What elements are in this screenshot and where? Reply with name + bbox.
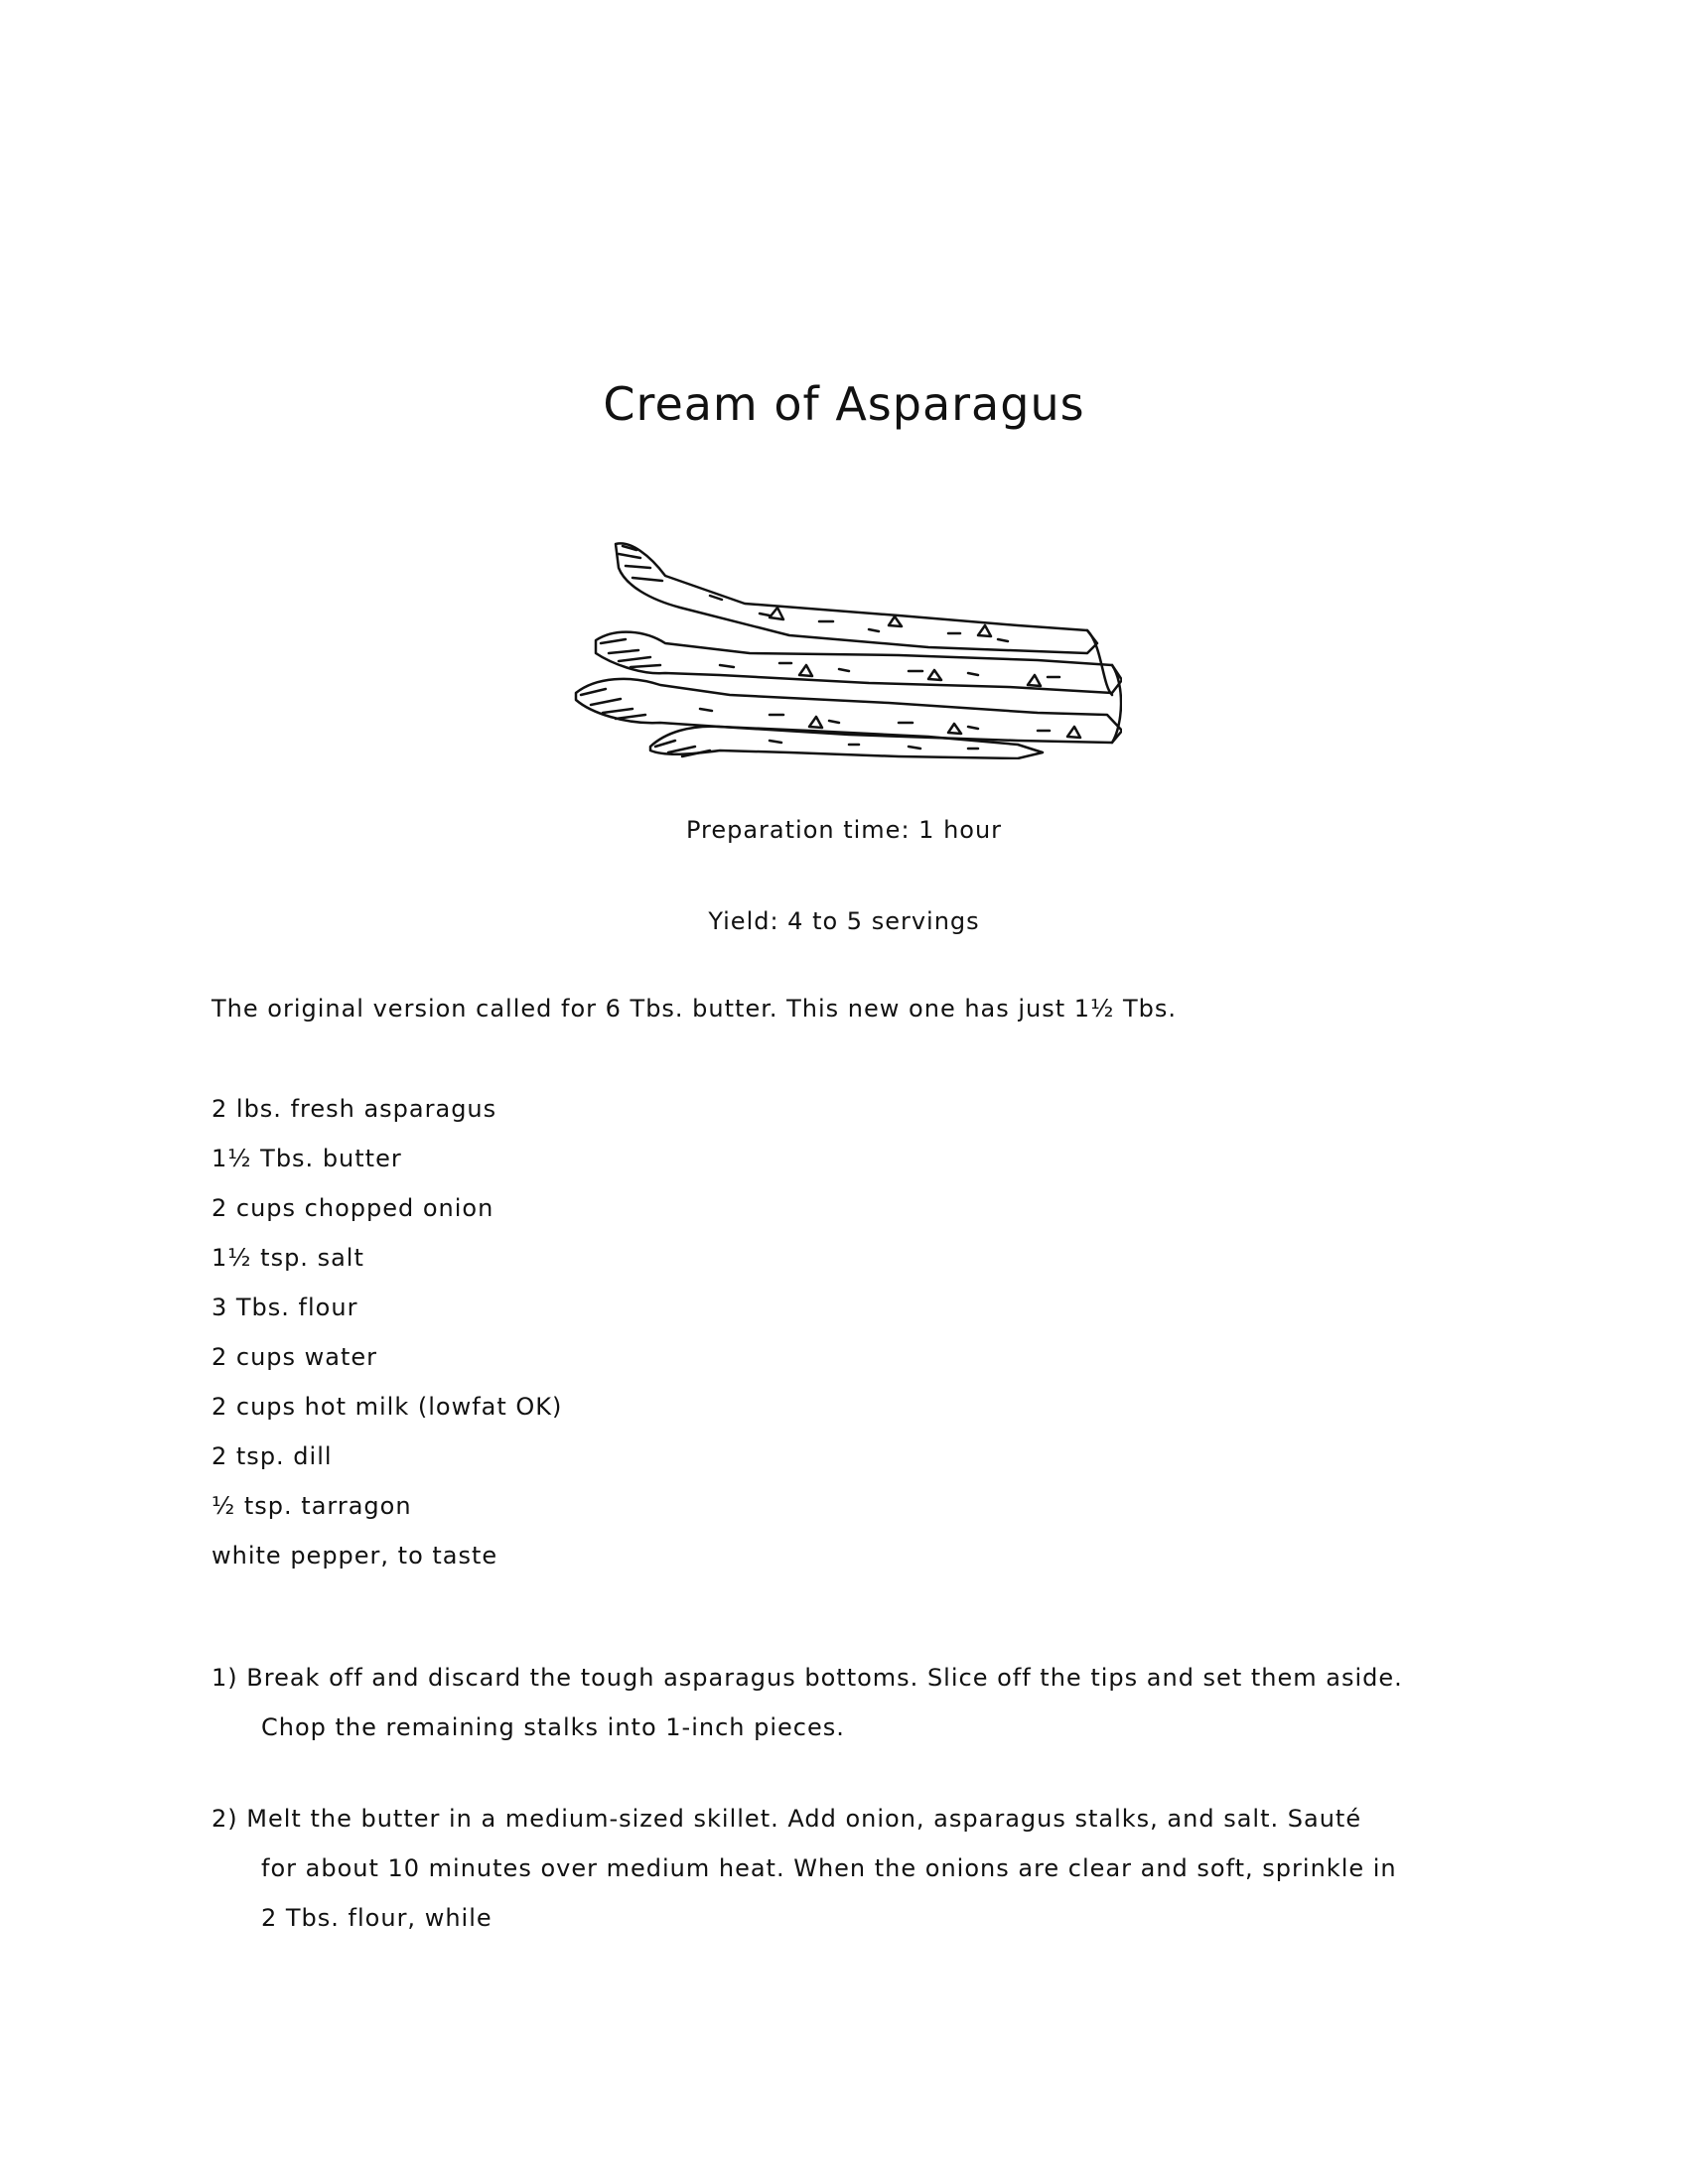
ingredient-item: 2 cups water (211, 1343, 378, 1371)
intro-note: The original version called for 6 Tbs. butter. This new one has just 1½ Tbs. (211, 995, 1177, 1023)
ingredient-item: 2 tsp. dill (211, 1442, 333, 1470)
ingredient-item: white pepper, to taste (211, 1542, 498, 1570)
instruction-list (211, 1653, 1403, 1984)
ingredient-item: 2 lbs. fresh asparagus (211, 1095, 497, 1123)
instruction-step: 1) Break off and discard the tough asparagus bottoms. Slice off the tips and set them aside. Chop the remaining stalks into 1-inch pieces. (211, 1664, 1403, 1741)
ingredient-item: 2 cups hot milk (lowfat OK) (211, 1393, 563, 1421)
ingredient-item: 1½ tsp. salt (211, 1244, 364, 1272)
ingredient-item: 1½ Tbs. butter (211, 1145, 402, 1172)
ingredient-item: 2 cups chopped onion (211, 1194, 494, 1222)
instruction-step: 2) Melt the butter in a medium-sized skillet. Add onion, asparagus stalks, and salt. Sauté for about 10 minutes over medium heat. When the onions are clear and soft, sprinkle in 2 Tbs. flour, while (211, 1805, 1397, 1932)
asparagus-bundle-icon (571, 536, 1122, 759)
yield: Yield: 4 to 5 servings (708, 907, 980, 935)
ingredient-item: 3 Tbs. flour (211, 1294, 358, 1321)
ingredient-list (211, 1094, 562, 1590)
ingredient-item: ½ tsp. tarragon (211, 1492, 412, 1520)
recipe-title: Cream of Asparagus (603, 377, 1085, 431)
prep-time: Preparation time: 1 hour (685, 816, 1003, 844)
